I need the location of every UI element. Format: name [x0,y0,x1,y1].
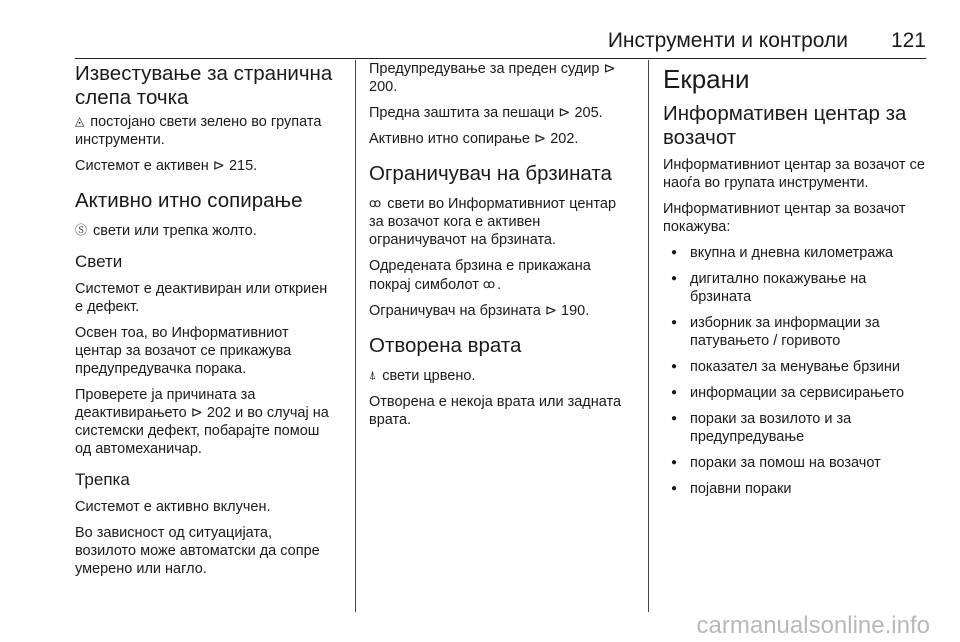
paragraph-text: Системот е активен [75,158,209,174]
list-item: ● пораки за возилото и за предупредување [663,410,925,446]
list-item: ● вкупна и дневна километража [663,244,925,262]
paragraph-blind-spot [75,112,337,149]
speed-limiter-icon: ꝏ [482,277,496,291]
page-ref-link[interactable]: 202. [550,131,579,147]
paragraph-front-collision [369,60,631,96]
list-item: ● појавни пораки [663,480,925,498]
dic-feature-list [663,244,925,498]
paragraph-text: . [497,277,502,293]
heading-open-door: Отворена врата [369,334,522,357]
page-ref-link[interactable]: 202 и во случај на системски дефект, побарајте помош од автомеханичар. [75,405,329,457]
page-ref-arrow-icon: ⊳ [212,158,225,174]
column-separator [355,60,356,612]
blind-spot-icon: ◬ [75,114,85,128]
paragraph-lights-1: Системот е деактивиран или откриен е дефект. [75,281,328,315]
paragraph-text: Одредената брзина е прикажана покрај симболот [369,258,591,293]
paragraph-system-active [75,157,337,175]
paragraph-speed-3 [369,302,631,320]
paragraph-text: постојано свети зелено во групата инструменти. [75,114,322,148]
heading-flashes: Трепка [75,470,130,489]
paragraph-lights-2: Освен тоа, во Информативниот центар за возачот се прикажува предупредувачка порака. [75,325,292,377]
paragraph-text: Активно итно сопирање [369,131,530,147]
paragraph-text: свети црвено. [382,368,476,384]
paragraph-text: Предна заштита за пешаци [369,105,555,121]
door-open-icon: ⍋ [369,368,377,382]
header-rule [75,58,926,59]
paragraph-lights-3 [75,386,337,458]
heading-screens: Екрани [663,64,750,94]
heading-active-braking: Активно итно сопирање [75,189,303,212]
watermark: carmanualsonline.info [696,612,930,639]
page-number: 121 [890,29,926,52]
paragraph-speed-1 [369,194,631,249]
paragraph-text: Ограничувач на брзината [369,303,541,319]
list-item: ● дигитално покажување на брзината [663,270,925,306]
paragraph-flashes-2: Во зависност од ситуацијата, возилото може автоматски да сопре умерено или нагло. [75,525,320,577]
paragraph-dic-2: Информативниот центар за возачот покажува: [663,201,906,235]
header-title: Инструменти и контроли [607,29,848,52]
page-ref-link[interactable]: 215. [228,158,258,174]
page-header [75,28,926,58]
column-middle [369,60,631,437]
heading-speed-limiter: Ограничувач на брзината [369,162,612,185]
column-separator [648,60,649,612]
paragraph-active-braking [75,221,337,240]
page-ref-arrow-icon: ⊳ [534,131,547,147]
list-item: ● пораки за помош на возачот [663,454,925,472]
paragraph-text: Предупредување за преден судир [369,61,600,77]
paragraph-active-braking-ref [369,130,631,148]
paragraph-flashes-1: Системот е активно вклучен. [75,499,271,515]
heading-dic: Информативен центар за возачот [663,102,907,149]
page-ref-link[interactable]: 205. [574,105,603,121]
paragraph-door-1 [369,366,631,385]
paragraph-door-2: Отворена е некоја врата или задната врата. [369,394,622,428]
paragraph-text: Проверете ја причината за деактивирањето [75,387,256,421]
page-ref-link[interactable]: 190. [561,303,590,319]
emergency-braking-icon: Ⓢ [75,223,88,237]
page-ref-link[interactable]: 200. [369,79,398,95]
heading-lights: Свети [75,252,123,271]
paragraph-speed-2 [369,257,631,294]
list-item: ● изборник за информации за патувањето / горивото [663,314,925,350]
heading-blind-spot: Известување за странична слепа точка [75,62,333,109]
paragraph-text: свети или трепка жолто. [93,223,257,239]
page-ref-arrow-icon: ⊳ [603,61,616,77]
paragraph-pedestrian [369,104,631,122]
page-ref-arrow-icon: ⊳ [544,303,558,319]
page-ref-arrow-icon: ⊳ [558,105,571,121]
list-item: ● показател за менување брзини [663,358,925,376]
column-left [75,60,337,586]
speed-limiter-icon: ꝏ [369,196,382,210]
paragraph-text: свети во Информативниот центар за возачот кога е активен ограничувачот на брзината. [369,196,617,248]
column-right [663,60,925,506]
page-ref-arrow-icon: ⊳ [190,405,203,421]
list-item: ● информации за сервисирањето [663,384,925,402]
paragraph-dic-1: Информативниот центар за возачот се наоѓа во групата инструменти. [663,157,925,191]
